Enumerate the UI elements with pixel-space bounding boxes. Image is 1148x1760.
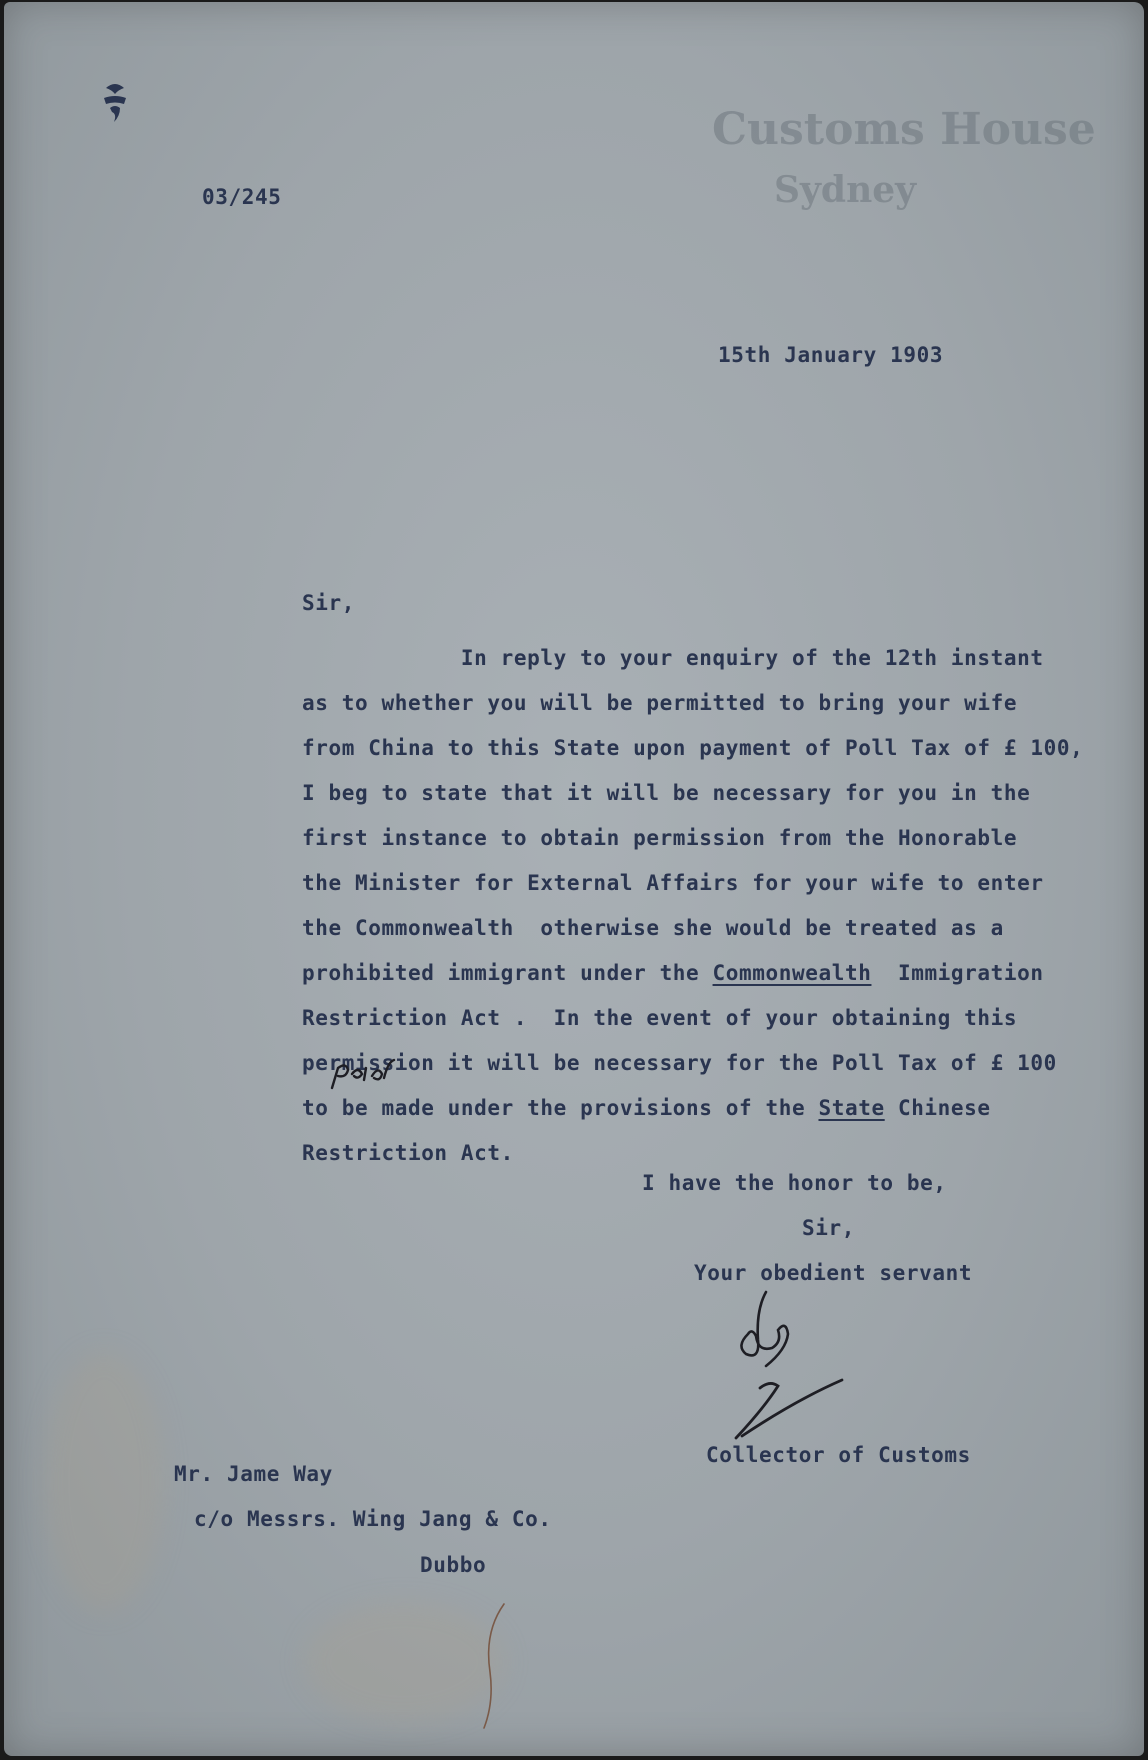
body-line	[302, 951, 1083, 996]
underlined-word: Commonwealth	[712, 961, 872, 985]
pencil-mark	[474, 1602, 514, 1736]
body-line-end: Chinese	[884, 1096, 991, 1120]
body-line-start: prohibited immigrant under the	[302, 961, 713, 985]
body-line: the Minister for External Affairs for your wife to enter	[302, 871, 1044, 895]
addressee-care-of: c/o Messrs. Wing Jang & Co.	[194, 1507, 552, 1531]
body-line-start: to be made under the provisions of the	[302, 1096, 819, 1120]
body-line: In reply to your enquiry of the 12th instant	[302, 646, 1044, 670]
letter-page	[4, 2, 1144, 1756]
stamp-line-2: Sydney	[774, 169, 917, 211]
reference-number: 03/245	[202, 185, 282, 209]
body-line: I beg to state that it will be necessary for you in the	[302, 781, 1031, 805]
paper-stain	[44, 1352, 164, 1612]
closing-line-2: Sir,	[802, 1216, 855, 1240]
letter-body	[302, 636, 1083, 1176]
body-line: Restriction Act.	[302, 1141, 514, 1165]
body-line: Restriction Act . In the event of your obtaining this	[302, 1006, 1018, 1030]
letter-date: 15th January 1903	[718, 343, 944, 367]
underlined-word: State	[818, 1096, 885, 1120]
closing-line-3: Your obedient servant	[694, 1261, 973, 1285]
salutation: Sir,	[302, 591, 355, 615]
body-line: first instance to obtain permission from the Honorable	[302, 826, 1018, 850]
closing-line-1: I have the honor to be,	[642, 1171, 947, 1195]
stamp-line-1: Customs House	[712, 104, 1096, 155]
body-line: from China to this State upon payment of Poll Tax of £ 100,	[302, 736, 1084, 760]
signatory-title: Collector of Customs	[706, 1443, 971, 1467]
body-line: the Commonwealth otherwise she would be treated as a	[302, 916, 1004, 940]
handwritten-insert	[328, 1058, 408, 1096]
addressee-town: Dubbo	[420, 1553, 487, 1577]
addressee-name: Mr. Jame Way	[174, 1462, 333, 1486]
body-line-end: Immigration	[871, 961, 1044, 985]
signature	[716, 1290, 856, 1444]
body-line: as to whether you will be permitted to bring your wife	[302, 691, 1018, 715]
crown-emblem-icon	[100, 80, 130, 130]
body-line: permission it will be necessary for the Poll Tax of £ 100	[302, 1051, 1057, 1075]
body-line	[302, 1086, 1083, 1131]
